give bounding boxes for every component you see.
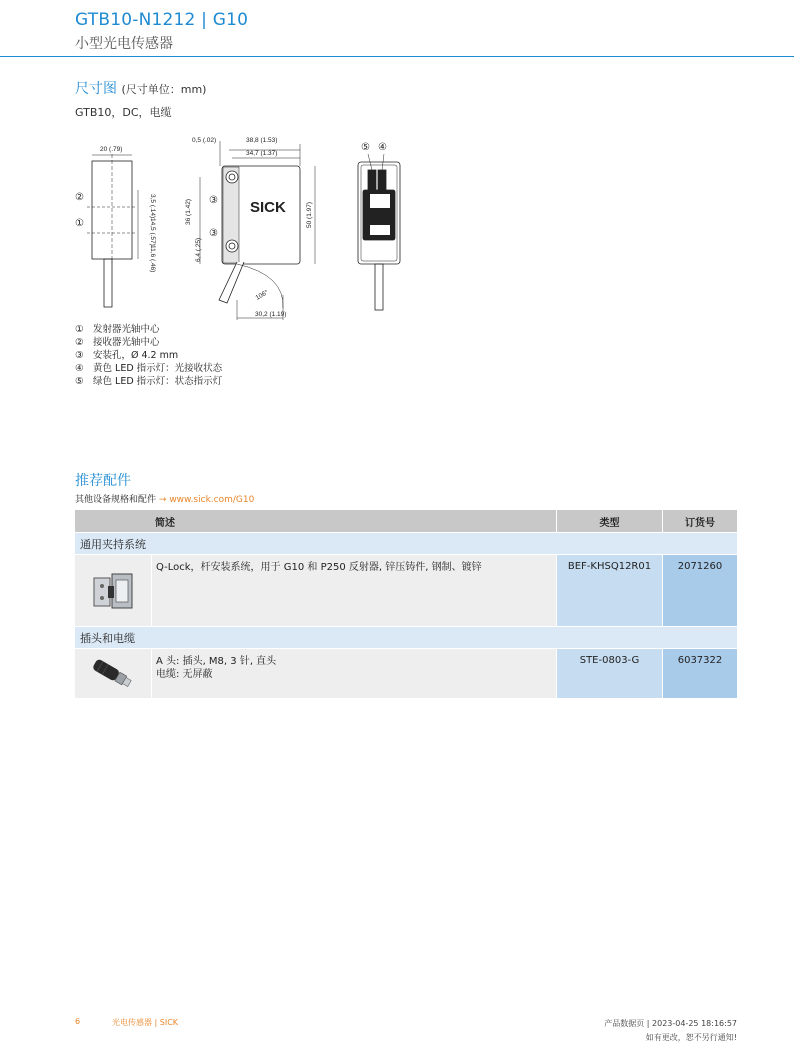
row-image — [75, 649, 151, 698]
footer-datasheet: 产品数据页 | 2023-04-25 18:16:57 — [604, 1019, 737, 1028]
side-view-cable — [104, 259, 112, 307]
dim-3-5: 3,5 (.14) — [149, 194, 156, 219]
group-clamping: 通用夹持系统 — [75, 532, 737, 554]
header-order: 订货号 — [662, 510, 737, 532]
legend-text: 接收器光轴中心 — [93, 337, 160, 348]
dim-20: 20 (.79) — [100, 146, 123, 153]
footer-category: 光电传感器 | SICK — [112, 1018, 179, 1027]
accessories-table — [75, 510, 737, 698]
dimensions-heading — [75, 78, 206, 98]
dim-0-5: 0,5 (.02) — [192, 137, 217, 144]
table-header — [75, 510, 737, 532]
dimensions-unit-note: (尺寸单位：mm) — [121, 83, 207, 96]
row-type: BEF-KHSQ12R01 — [556, 555, 662, 626]
arrow-right-icon: → — [158, 495, 167, 505]
legend-text: 安装孔，Ø 4.2 mm — [93, 350, 179, 361]
header-divider — [0, 56, 794, 57]
accessories-title: 推荐配件 — [75, 473, 131, 489]
row-description-line: 电缆: 无屏蔽 — [156, 669, 213, 680]
top-view-cable — [375, 264, 383, 310]
row-description — [151, 649, 556, 698]
header-description: 简述 — [155, 517, 175, 529]
row-image — [75, 555, 151, 626]
marker-4: ④ — [378, 142, 387, 153]
row-type: STE-0803-G — [556, 649, 662, 698]
marker-1: ① — [75, 218, 84, 229]
dimension-drawing — [75, 130, 435, 322]
legend-item — [75, 349, 222, 362]
dimensions-title: 尺寸图 — [75, 81, 117, 97]
row-description-line: Q-Lock，杆安装系统，用于 G10 和 P250 反射器, 锌压铸件, 钢制、镀锌 — [156, 562, 482, 573]
row-description — [151, 555, 556, 626]
legend-marker: ⑤ — [75, 376, 84, 387]
bracket-icon — [88, 568, 138, 614]
marker-2: ② — [75, 192, 84, 203]
legend — [75, 323, 222, 388]
legend-item — [75, 375, 222, 388]
row-order: 6037322 — [662, 649, 737, 698]
sick-logo: SICK — [250, 199, 286, 216]
dim-36: 36 (1.42) — [185, 198, 192, 225]
dim-angle: 106° — [254, 288, 270, 302]
footer-meta — [604, 1017, 737, 1045]
header-type: 类型 — [556, 510, 662, 532]
row-description-line: A 头: 插头, M8, 3 针, 直头 — [156, 656, 277, 667]
marker-3-top: ③ — [209, 195, 218, 206]
variant-label: GTB10，DC，电缆 — [75, 106, 172, 119]
legend-marker: ③ — [75, 350, 84, 361]
dim-38-8: 38,8 (1.53) — [246, 137, 278, 144]
dim-14-5: 14,5 (.57) — [149, 218, 156, 246]
accessories-link[interactable]: www.sick.com/G10 — [169, 495, 255, 505]
marker-3-bottom: ③ — [209, 228, 218, 239]
legend-marker: ④ — [75, 363, 84, 374]
dim-6-4: 6,4 (.25) — [195, 237, 202, 262]
dim-30-2: 30,2 (1.19) — [255, 311, 287, 318]
dim-11-6: 11,6 (.46) — [149, 245, 156, 273]
legend-item — [75, 362, 222, 375]
dim-34-7: 34,7 (1.37) — [246, 150, 278, 157]
page-title: GTB10-N1212 | G10 — [75, 10, 249, 30]
legend-text: 发射器光轴中心 — [93, 324, 160, 335]
legend-marker: ① — [75, 324, 84, 335]
row-order: 2071260 — [662, 555, 737, 626]
table-row — [75, 648, 737, 698]
footer-disclaimer: 如有更改，恕不另行通知! — [645, 1033, 737, 1042]
page-number: 6 — [75, 1017, 81, 1026]
connector-icon — [88, 654, 138, 694]
header-image-col — [75, 510, 151, 532]
table-row — [75, 554, 737, 626]
accessories-note-text: 其他设备规格和配件 — [75, 495, 157, 505]
legend-item — [75, 323, 222, 336]
legend-text: 黄色 LED 指示灯：光接收状态 — [93, 363, 223, 374]
legend-item — [75, 336, 222, 349]
page-subtitle: 小型光电传感器 — [75, 36, 173, 52]
legend-marker: ② — [75, 337, 84, 348]
dim-50: 50 (1.97) — [306, 201, 313, 228]
accessories-note — [75, 492, 254, 505]
legend-text: 绿色 LED 指示灯：状态指示灯 — [93, 376, 223, 387]
group-connectors: 插头和电缆 — [75, 626, 737, 648]
marker-5: ⑤ — [361, 142, 370, 153]
